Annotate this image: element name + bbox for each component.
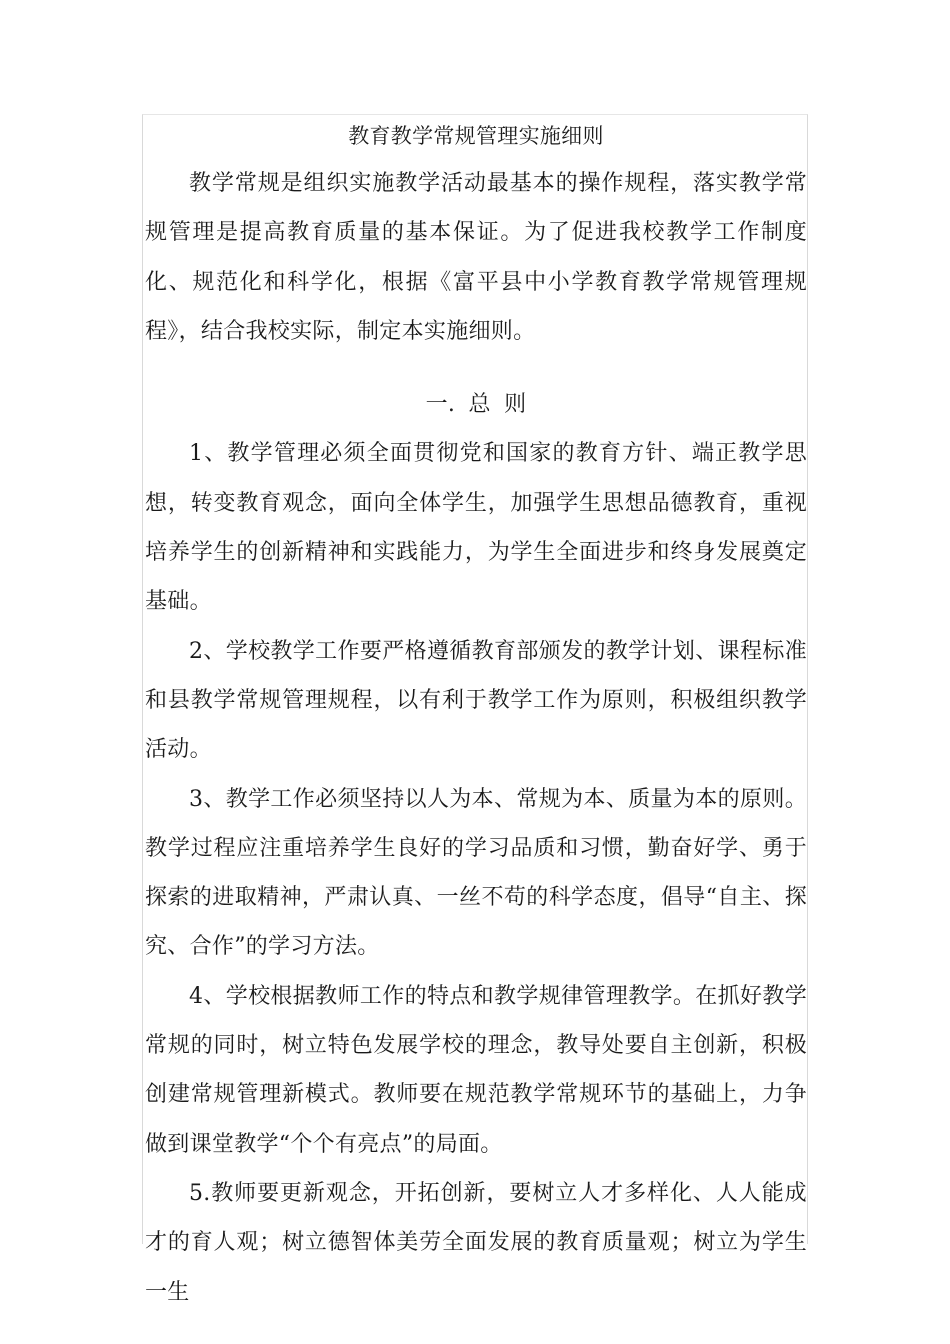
paragraph-item-1: 1、教学管理必须全面贯彻党和国家的教育方针、端正教学思想，转变教育观念，面向全体学生，加强学生思想品德教育，重视培养学生的创新精神和实践能力，为学生全面进步和终身发展奠定基础。 bbox=[145, 441, 807, 615]
document-title: 教育教学常规管理实施细则 bbox=[348, 124, 604, 148]
paragraph-item-2: 2、学校教学工作要严格遵循教育部颁发的教学计划、课程标准和县教学常规管理规程，以有利于教学工作为原则，积极组织教学活动。 bbox=[145, 638, 807, 763]
document-body bbox=[145, 116, 807, 1317]
intro-paragraph: 教学常规是组织实施教学活动最基本的操作规程，落实教学常规管理是提高教育质量的基本保证。为了促进我校教学工作制度化、规范化和科学化，根据《富平县中小学教育教学常规管理规程》，结合我校实际，制定本实施细则。 bbox=[145, 171, 807, 344]
paragraph-item-3: 3、教学工作必须坚持以人为本、常规为本、质量为本的原则。教学过程应注重培养学生良好的学习品质和习惯，勤奋好学、勇于探索的进取精神，严肃认真、一丝不苟的科学态度，倡导“自主、探究、合作”的学习方法。 bbox=[145, 786, 807, 960]
section-heading-general: 一. 总 则 bbox=[425, 392, 527, 418]
section-spacer bbox=[145, 356, 807, 380]
paragraph-item-4: 4、学校根据教师工作的特点和教学规律管理教学。在抓好教学常规的同时，树立特色发展学校的理念，教导处要自主创新，积极创建常规管理新模式。教师要在规范教学常规环节的基础上，力争做到课堂教学“个个有亮点”的局面。 bbox=[145, 983, 807, 1157]
paragraph-item-5: 5.教师要更新观念，开拓创新，要树立人才多样化、人人能成才的育人观；树立德智体美劳全面发展的教育质量观；树立为学生一生 bbox=[145, 1180, 807, 1305]
